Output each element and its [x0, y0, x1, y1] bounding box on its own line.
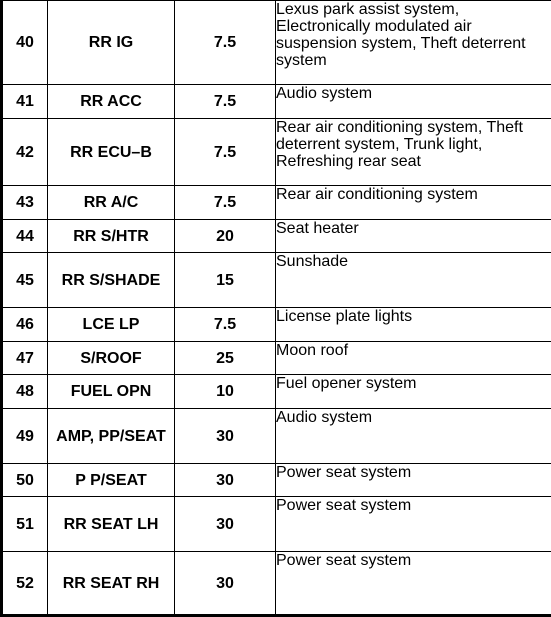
fuse-number: 45	[2, 253, 48, 308]
fuse-circuit: Moon roof	[276, 342, 551, 375]
fuse-ampere: 20	[175, 220, 276, 253]
table-row	[2, 342, 551, 375]
fuse-circuit: Sunshade	[276, 253, 551, 308]
table-row	[2, 497, 551, 552]
table-row	[2, 409, 551, 464]
fuse-name: RR SEAT LH	[48, 497, 175, 552]
fuse-number: 48	[2, 375, 48, 409]
fuse-circuit: Audio system	[276, 85, 551, 119]
fuse-circuit: Power seat system	[276, 497, 551, 552]
fuse-circuit: Audio system	[276, 409, 551, 464]
fuse-number: 49	[2, 409, 48, 464]
fuse-circuit: Rear air conditioning system, Theft deterrent system, Trunk light, Refreshing rear seat	[276, 119, 551, 186]
fuse-ampere: 30	[175, 497, 276, 552]
fuse-ampere: 7.5	[175, 308, 276, 342]
fuse-name: RR SEAT RH	[48, 552, 175, 616]
table-row	[2, 253, 551, 308]
fuse-ampere: 10	[175, 375, 276, 409]
table-row	[2, 308, 551, 342]
fuse-circuit: Fuel opener system	[276, 375, 551, 409]
table-row	[2, 119, 551, 186]
table-row	[2, 85, 551, 119]
fuse-circuit: Power seat system	[276, 552, 551, 616]
fuse-number: 42	[2, 119, 48, 186]
fuse-ampere: 30	[175, 552, 276, 616]
fuse-number: 41	[2, 85, 48, 119]
fuse-name: AMP, PP/SEAT	[48, 409, 175, 464]
fuse-name: P P/SEAT	[48, 464, 175, 497]
fuse-name: RR ACC	[48, 85, 175, 119]
fuse-number: 47	[2, 342, 48, 375]
fuse-name: FUEL OPN	[48, 375, 175, 409]
fuse-number: 51	[2, 497, 48, 552]
table-row	[2, 375, 551, 409]
fuse-name: RR ECU–B	[48, 119, 175, 186]
table-row	[2, 220, 551, 253]
fuse-circuit: Lexus park assist system, Electronically modulated air suspension system, Theft deterrent system	[276, 1, 551, 85]
fuse-ampere: 7.5	[175, 85, 276, 119]
fuse-number: 50	[2, 464, 48, 497]
fuse-circuit: License plate lights	[276, 308, 551, 342]
fuse-name: S/ROOF	[48, 342, 175, 375]
fuse-ampere: 7.5	[175, 1, 276, 85]
fuse-number: 43	[2, 186, 48, 220]
fuse-ampere: 25	[175, 342, 276, 375]
fuse-number: 44	[2, 220, 48, 253]
fuse-number: 40	[2, 1, 48, 85]
fuse-ampere: 15	[175, 253, 276, 308]
fuse-name: RR S/HTR	[48, 220, 175, 253]
table-row	[2, 1, 551, 85]
fuse-name: RR S/SHADE	[48, 253, 175, 308]
fuse-circuit: Seat heater	[276, 220, 551, 253]
fuse-ampere: 30	[175, 464, 276, 497]
fuse-ampere: 7.5	[175, 186, 276, 220]
fuse-circuit: Rear air conditioning system	[276, 186, 551, 220]
fuse-name: RR A/C	[48, 186, 175, 220]
fuse-number: 52	[2, 552, 48, 616]
fuse-name: RR IG	[48, 1, 175, 85]
fuse-ampere: 30	[175, 409, 276, 464]
fuse-name: LCE LP	[48, 308, 175, 342]
fuse-ampere: 7.5	[175, 119, 276, 186]
table-row	[2, 552, 551, 616]
fuse-circuit: Power seat system	[276, 464, 551, 497]
fuse-number: 46	[2, 308, 48, 342]
table-row	[2, 464, 551, 497]
table-row	[2, 186, 551, 220]
